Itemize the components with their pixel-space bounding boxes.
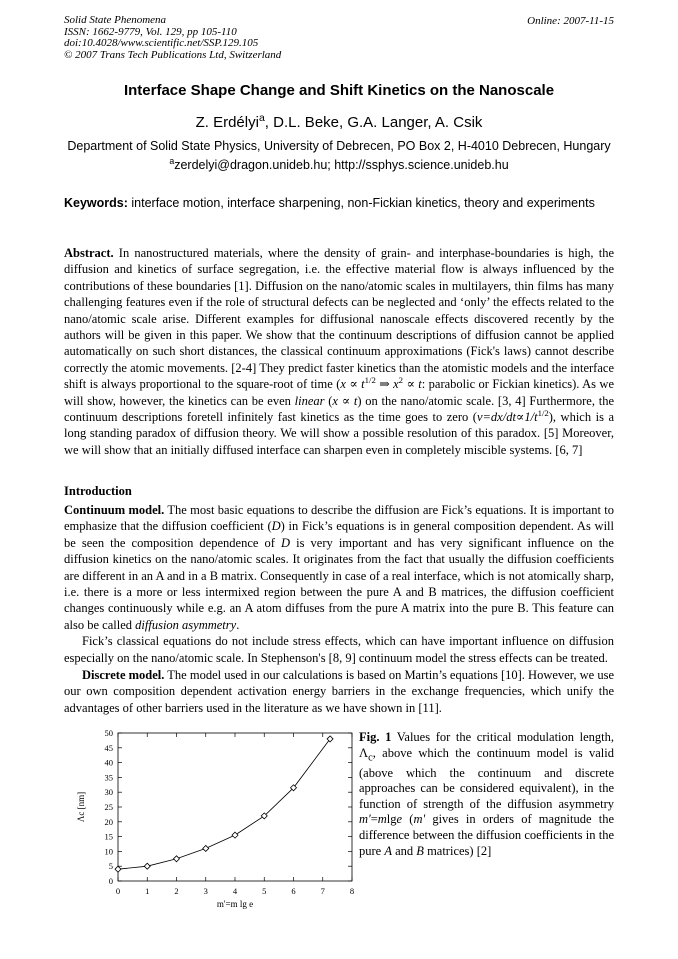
y-tick-label: 0 [108,876,113,886]
x-tick-label: 1 [145,886,150,896]
caption-text-6: matrices) [2] [423,843,492,858]
x-tick-label: 0 [115,886,121,896]
formula-3-exp: 1/2 [537,407,549,418]
formula-1-exp: 1/2 [364,375,376,386]
y-tick-label: 50 [104,728,113,738]
caption-text-4: gives in orders of magnitude the difference between the diffusion coefficients in the pure [359,812,614,858]
continuum-paragraph [64,502,614,633]
stress-paragraph: Fick’s classical equations do not include stress effects, which can have important influence on diffusion especially on the nano/atomic scale. In Stephenson's [8, 9] continuum model the stress effects can be treated. [64,634,614,665]
data-point [232,832,238,838]
continuum-text-4: . [236,617,240,632]
y-axis-label: Λc [nm] [76,791,86,823]
continuum-label: Continuum model. [64,503,165,517]
caption-text-2: , above which the continuum model is valid (above which the continuum and discrete approaches can be considered equivalent), in the function of strength of the diffusion asymmetry [359,745,614,811]
x-tick-label: 4 [232,886,238,896]
caption-symbol-e: e [396,812,403,827]
y-tick-label: 25 [104,802,113,812]
x-axis-label: m'=m lg e [216,899,254,909]
formula-1: x ∝ t [340,377,365,392]
symbol-D-2: D [281,535,291,550]
first-author: Z. Erdélyi [195,114,259,131]
abstract-text-2: : parabolic or Fickian kinetics). As we will show, however, the kinetics can be even [64,377,615,408]
data-point [203,845,209,851]
affiliation: Department of Solid State Physics, University of Debrecen, PO Box 2, H-4010 Debrecen, Hungary [67,139,611,153]
abstract-text-1: In nanostructured materials, where the density of grain- and interphase-boundaries is high, the diffusion and kinetics of surface segregation, i.e. the effective material flow is always influenced by the contributions of these boundaries [1]. Diffusion on the nano/atomic scales in multilayers, thin films has many challenging features even if the role of structural defects can be neglected and ‘only’ the effects related to the nano/atomic scale arise. Different examples for diffusional nanoscale effects discovered recently by the authors will be given in this paper. We show that the continuum descriptions of diffusion cannot be applied automatically on such short distances, the classical continuum approximations (Fick's laws) cannot describe correctly the atomic movements. [2-4] They predict faster kinetics than the atomistic models and the interface shift is always proportional to the square-root of time ( [64,246,614,392]
y-tick-label: 10 [104,846,113,857]
x-tick-label: 8 [349,886,355,896]
caption-equals: = [370,812,378,827]
keywords [64,196,614,211]
figure-1-chart [64,725,356,915]
data-point [144,863,150,869]
keywords-text: interface motion, interface sharpening, non-Fickian kinetics, theory and experiments [127,196,595,210]
discrete-paragraph [64,667,614,716]
abstract-text-3: ( [324,393,333,408]
plot-frame [118,733,352,881]
y-tick-label: 35 [104,772,113,783]
paper-title: Interface Shape Change and Shift Kinetics on the Nanoscale [123,82,555,99]
caption-sub-c: c [368,752,373,764]
data-point [174,856,180,862]
caption-symbol-m-prime-2: m' [413,812,426,827]
journal-header [64,15,281,61]
author-affil-mark: a [258,112,265,124]
abstract-label: Abstract. [64,246,114,260]
abstract [64,245,614,458]
doi-line: doi:10.4028/www.scientific.net/SSP.129.105 [64,37,259,50]
caption-label: Fig. 1 [359,730,392,744]
copyright-line: © 2007 Trans Tech Publications Ltd, Switzerland [64,48,282,61]
caption-text-5: and [391,843,417,858]
y-tick-label: 40 [104,757,113,768]
email-affil-mark: a [169,155,175,166]
figure-1-caption [359,730,614,859]
continuum-text-1: The most basic equations to describe the diffusion are Fick’s equations. It is important to emphasize that the diffusion coefficient ( [64,503,614,534]
data-point [327,736,333,742]
caption-symbol-A: A [384,843,392,858]
discrete-section [64,667,614,716]
contact-emails [0,155,678,172]
x-tick-label: 7 [320,886,325,896]
symbol-D: D [271,519,281,534]
series-line [118,739,330,869]
abstract-text-4: ) on the nano/atomic scale. [3, 4] Furthermore, the continuum descriptions foretell infinitely fast kinetics as the time goes to zero ( [64,393,614,425]
formula-1b-exp: 2 [398,375,404,386]
x-tick-label: 3 [203,886,208,896]
issn-line: ISSN: 1662-9779, Vol. 129, pp 105-110 [64,25,237,38]
formula-1b: ⇒ x [375,377,399,392]
discrete-label: Discrete model. [82,668,165,682]
author-list [0,114,678,131]
y-tick-label: 5 [108,861,113,872]
caption-symbol-m-prime: m' [359,812,371,827]
x-tick-label: 2 [174,886,179,896]
formula-1c: ∝ t [403,377,422,392]
caption-text-3: ( [402,812,414,827]
x-tick-label: 5 [262,886,267,896]
x-tick-label: 6 [291,886,296,896]
formula-3: v=dx/dt∝1/t [476,410,538,425]
y-tick-label: 30 [104,787,113,798]
journal-name: Solid State Phenomena [64,14,167,26]
caption-symbol-m: m [377,812,387,827]
other-authors: , D.L. Beke, G.A. Langer, A. Csik [264,114,483,131]
caption-symbol-B: B [416,843,424,858]
y-tick-label: 15 [104,831,113,842]
abstract-linear: linear [294,393,325,408]
continuum-section [64,502,614,666]
keywords-label: Keywords: [64,196,128,210]
online-date: Online: 2007-11-15 [527,15,614,27]
y-tick-label: 20 [104,816,113,827]
continuum-text-2: ) in Fick’s equations is in general composition dependent. As will be seen the composition dependence of [64,519,614,550]
caption-text-1: Values for the critical modulation length, Λ [359,730,615,760]
continuum-text-3: is very important and has very significant influence on the diffusion kinetics on the nano/atomic scales. It originates from the fact that usually the diffusion coefficients are different in an A and in a B matrix. Consequently in case of a real interface, which is not atomically sharp, i.e. there is a more or less intermixed region between the pure A and B matrices, the diffusion coefficient changes continuously while e.g. an A atom diffuses from the pure A matrix into the pure B. This feature can also be called [64,535,614,632]
discrete-text: The model used in our calculations is based on Martin’s equations [10]. However, we use our own composition dependent activation energy barriers in the exchange frequencies, which unify the advantages of other barriers used in the literature as we have shown in [11]. [64,668,614,715]
data-point [115,866,121,872]
formula-2: x ∝ t [332,393,358,408]
caption-lg: lg [386,812,397,827]
email-text: zerdelyi@dragon.unideb.hu; http://ssphys.science.unideb.hu [174,158,509,172]
section-heading-introduction: Introduction [64,484,132,498]
y-tick-label: 45 [104,742,113,753]
abstract-text-5: ), which is a long standing paradox of diffusion theory. We will show a possible resolution of this paradox. [5] Moreover, we will show that an initially diffused interface can sharpen even in completely miscible systems. [6, 7] [64,410,614,457]
diffusion-asymmetry-term: diffusion asymmetry [135,617,237,632]
